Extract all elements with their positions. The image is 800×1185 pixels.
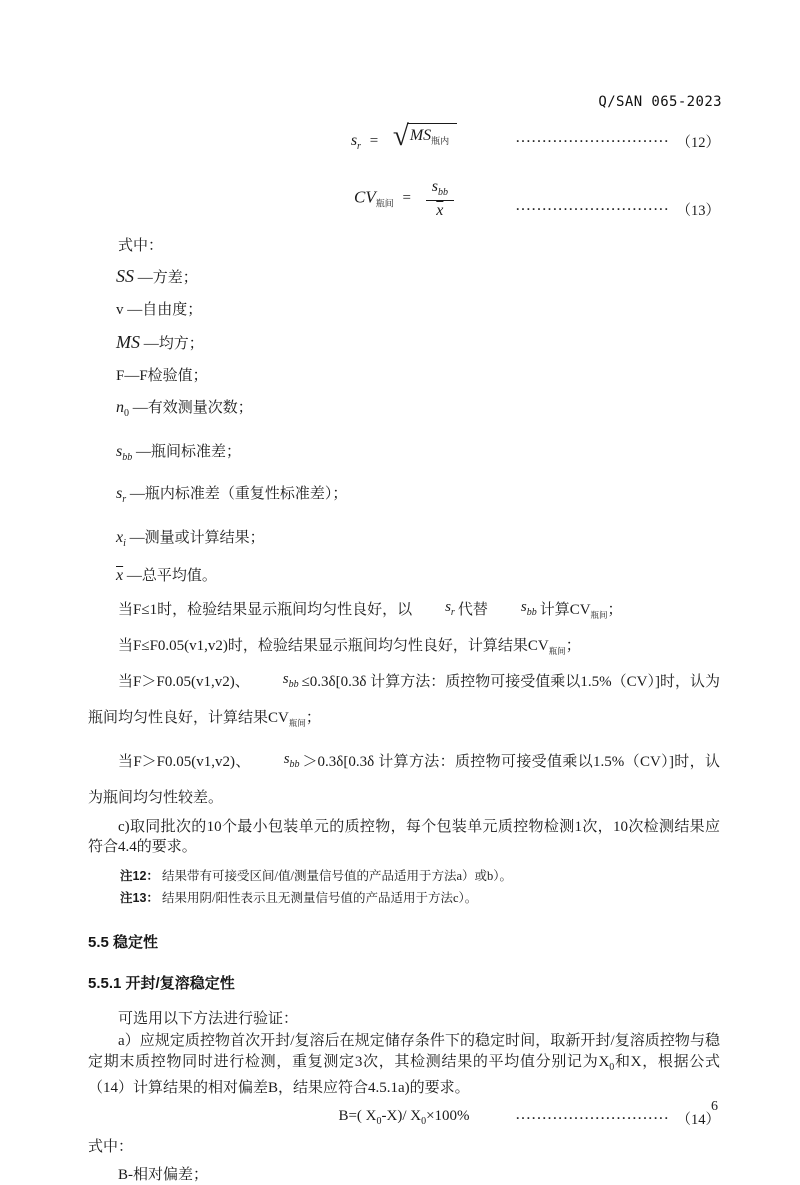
eq13-numer-var: s xyxy=(431,178,438,196)
eq12-leader-group xyxy=(516,131,720,152)
equation-12-formula xyxy=(350,119,457,152)
f2-cv-sub: 瓶间 xyxy=(548,646,566,656)
f3-text-1: 当F＞F0.05(v1,v2)、 xyxy=(118,674,250,690)
f4-math-sbb xyxy=(254,744,300,780)
definition-n0 xyxy=(88,397,720,425)
fraction-numerator xyxy=(426,178,454,201)
def-xi-symbol: x xyxy=(116,529,124,546)
dotted-leader: ····························· xyxy=(515,1110,670,1125)
note-13 xyxy=(88,887,720,909)
eq12-equals: = xyxy=(369,132,379,149)
eq14-expr-2: -X)/ X xyxy=(381,1108,422,1124)
where-label: 式中： xyxy=(118,238,164,254)
eq13-lhs: CV xyxy=(354,187,376,207)
def-xi-desc: —测量或计算结果； xyxy=(129,530,265,546)
def-n0-desc: —有效测量次数； xyxy=(132,400,253,416)
stability-a-text-1: a）应规定质控物首次开封/复溶后在规定储存条件下的稳定时间，取新开封/复溶质控物与稳定期末质控物同时进行检测，重复测定3次，其检测结果的平均值分别记为X xyxy=(88,1033,720,1070)
equation-number-13: （13） xyxy=(676,203,720,219)
equation-13 xyxy=(88,168,720,230)
def-sbb-desc: —瓶间标准差； xyxy=(135,444,241,460)
f1-text-2: 代替 xyxy=(457,602,488,618)
f3-text-3: ； xyxy=(305,710,321,726)
eq12-radicand-sub: 瓶内 xyxy=(431,135,450,146)
notes xyxy=(88,865,720,909)
f4-sbb-sub: bb xyxy=(289,759,300,770)
f1-math-sbb xyxy=(491,592,537,628)
def-sbb-symbol: s xyxy=(116,443,123,460)
eq13-equals: = xyxy=(402,190,411,207)
definition-sbb xyxy=(88,441,720,469)
stability-x0-sub: 0 xyxy=(609,1061,615,1073)
eq12-radicand-var: MS xyxy=(409,126,432,144)
def-sr-subscript: r xyxy=(122,494,127,505)
heading-5-5-1: 5.5.1 开封/复溶稳定性 xyxy=(88,975,235,992)
def-ss-desc: —方差； xyxy=(137,270,198,286)
f3-cv-sub: 瓶间 xyxy=(288,718,306,728)
definition-xbar xyxy=(88,565,720,587)
definition-xi xyxy=(88,527,720,555)
equation-13-formula xyxy=(354,178,454,220)
where-label-2: 式中： xyxy=(88,1138,134,1155)
equation-14 xyxy=(88,1105,720,1131)
def-n0-subscript: 0 xyxy=(124,408,129,419)
f1-text-1: 当F≤1时，检验结果显示瓶间均匀性良好，以 xyxy=(118,602,413,618)
def-ms-desc: —均方； xyxy=(143,336,204,352)
f1-cv-sub: 瓶间 xyxy=(590,610,608,620)
dotted-leader: ····························· xyxy=(515,202,670,216)
f1-math-sr xyxy=(415,592,455,628)
f1-sr-sub: r xyxy=(450,607,455,618)
def-sbb-subscript: bb xyxy=(122,452,133,463)
def-ms-symbol: MS xyxy=(116,332,140,352)
f1-sr-var: s xyxy=(445,599,451,615)
def-xbar-symbol: $\overline{x}$ xyxy=(116,567,124,584)
fraction-denominator xyxy=(436,201,443,220)
fraction xyxy=(426,178,454,220)
note-12-text: 结果带有可接受区间/值/测量信号值的产品适用于方法a）或b）。 xyxy=(162,869,513,883)
paragraph-f4 xyxy=(88,747,720,814)
paragraph-f2 xyxy=(88,631,720,667)
dotted-leader: ····························· xyxy=(515,134,670,148)
f4-text-1: 当F＞F0.05(v1,v2)、 xyxy=(118,754,251,770)
eq14-sub-1: 0 xyxy=(376,1116,382,1127)
equation-12 xyxy=(88,114,720,160)
def-sr-symbol: s xyxy=(116,485,123,502)
note-12 xyxy=(88,865,720,887)
def-sr-desc: —瓶内标准差（重复性标准差）； xyxy=(129,486,348,502)
definition-ms xyxy=(88,331,720,355)
paragraph-f3 xyxy=(88,667,720,739)
eq14-expr-1: B=( X xyxy=(338,1108,377,1124)
definition-f xyxy=(88,365,720,387)
f1-text-4: ； xyxy=(607,602,623,618)
paragraph-c: c)取同批次的10个最小包装单元的质控物，每个包装单元质控物检测1次，10次检测结果应符合4.4的要求。 xyxy=(88,819,720,855)
eq12-lhs-sub: r xyxy=(357,140,361,152)
def-f-desc: —F检验值； xyxy=(124,368,208,384)
note-13-text: 结果用阴/阳性表示且无测量信号值的产品适用于方法c）。 xyxy=(162,891,478,905)
f1-text-3: 计算CV xyxy=(539,602,591,618)
eq12-lhs: s xyxy=(350,131,358,149)
f3-math-sbb xyxy=(253,664,299,700)
definition-sr xyxy=(88,483,720,511)
f1-sbb-sub: bb xyxy=(526,607,537,618)
def-n0-symbol: n xyxy=(116,399,124,416)
f3-sbb-var: s xyxy=(282,671,289,687)
square-root xyxy=(392,119,457,152)
stability-intro: 可选用以下方法进行验证： xyxy=(118,1011,299,1027)
equation-number-12: （12） xyxy=(676,135,720,151)
note-12-label: 注12： xyxy=(120,869,159,883)
f3-sbb-sub: bb xyxy=(288,679,299,690)
def-v-symbol: v xyxy=(116,302,124,318)
eq13-leader-group xyxy=(516,199,720,220)
f2-text-1: 当F≤F0.05(v1,v2)时，检验结果显示瓶间均匀性良好，计算结果CV xyxy=(118,638,549,654)
eq14-expr-3: ×100% xyxy=(426,1108,470,1124)
equation-14-formula xyxy=(338,1108,469,1127)
paragraph-f1 xyxy=(88,595,720,631)
stability-method-a xyxy=(88,1031,720,1099)
stability-a-text-2: 和X，根据公式（14）计算结果的相对偏差B，结果应符合4.5.1a)的要求。 xyxy=(88,1053,720,1096)
radicand xyxy=(407,123,457,147)
doc-number: Q/SAN 065-2023 xyxy=(598,94,722,110)
def-xi-subscript: i xyxy=(123,538,126,549)
definition-v xyxy=(88,299,720,321)
definition-ss xyxy=(88,265,720,289)
eq13-denom-var: x xyxy=(436,201,444,219)
f1-sbb-var: s xyxy=(520,599,527,615)
eq13-numer-sub: bb xyxy=(437,187,448,199)
radical-sign: √ xyxy=(392,119,409,152)
eq13-lhs-sub: 瓶间 xyxy=(375,198,394,209)
f3-text-2: ≤0.3δ[0.3δ 计算方法：质控物可接受值乘以1.5%（CV）]时，认为瓶间均匀性良好，计算结果CV xyxy=(88,674,720,726)
f4-sbb-var: s xyxy=(283,751,290,767)
def-ss-symbol: SS xyxy=(116,266,134,286)
page-number: 6 xyxy=(711,1099,718,1114)
def-v-desc: —自由度； xyxy=(127,302,203,318)
equation-number-14: （14） xyxy=(676,1111,720,1128)
heading-5-5: 5.5 稳定性 xyxy=(88,934,159,951)
def-xbar-desc: —总平均值。 xyxy=(126,568,217,584)
f4-text-2: ＞0.3δ[0.3δ 计算方法：质控物可接受值乘以1.5%（CV）]时，认为瓶间均匀性较差。 xyxy=(88,754,720,806)
definition-b: B-相对偏差； xyxy=(118,1166,209,1183)
eq14-leader-group xyxy=(516,1108,720,1129)
eq14-sub-2: 0 xyxy=(421,1116,427,1127)
def-f-symbol: F xyxy=(116,368,125,384)
f2-text-2: ； xyxy=(565,638,581,654)
note-13-label: 注13： xyxy=(120,891,159,905)
